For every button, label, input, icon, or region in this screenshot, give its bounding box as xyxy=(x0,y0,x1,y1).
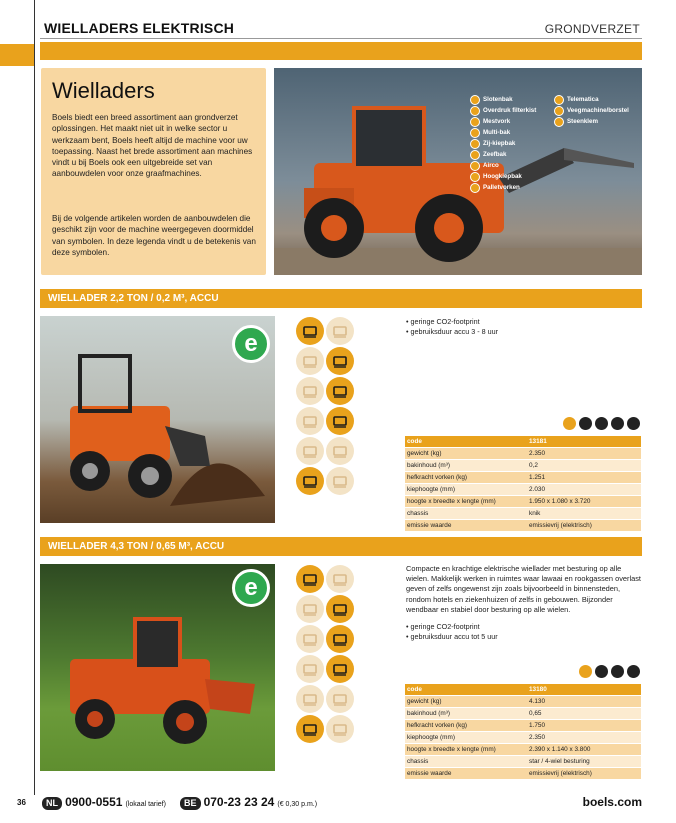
legend-item: Overdruk filterkist xyxy=(470,105,536,116)
bullet-item: • gebruiksduur accu tot 5 uur xyxy=(406,631,498,641)
legend-item: Veegmachine/borstel xyxy=(554,105,629,116)
steenklem-icon xyxy=(326,467,354,495)
table-row: chassis star / 4-wiel besturing xyxy=(405,756,641,768)
hoogkiepbak-icon xyxy=(326,407,354,435)
product-2-spec-table xyxy=(405,684,641,780)
fork-icon xyxy=(470,117,480,127)
table-row: chassis knik xyxy=(405,508,641,520)
zeefbak-icon xyxy=(326,625,354,653)
legend-item: Mestvork xyxy=(470,116,536,127)
product-1-feature-icons xyxy=(560,417,640,435)
hoogkiepbak-icon xyxy=(326,655,354,683)
mestvork-icon xyxy=(296,347,324,375)
page-title: WIELLADERS ELEKTRISCH xyxy=(44,20,235,36)
legend-col-2 xyxy=(554,94,629,127)
legend-item: Steenklem xyxy=(554,116,629,127)
bullet-item: • geringe CO2-footprint xyxy=(406,317,480,326)
table-row: gewicht (kg) 2.350 xyxy=(405,448,641,460)
intro-box xyxy=(41,68,266,275)
multi-bak-icon xyxy=(326,347,354,375)
mestvork-icon xyxy=(296,595,324,623)
product-1-heading: WIELLADER 2,2 TON / 0,2 M³, ACCU xyxy=(40,289,642,308)
pallet-fork-icon xyxy=(470,183,480,193)
hero-photo xyxy=(274,68,642,275)
telematica-icon xyxy=(326,437,354,465)
high-tip-bucket-icon xyxy=(470,172,480,182)
legend-item: Slotenbak xyxy=(470,94,536,105)
intro-paragraph-2: Bij de volgende artikelen worden de aanbouwdelen die geschikt zijn voor de machine weergegeven doormiddel van symbolen. In deze legenda vindt u de betekenis van deze symbolen. xyxy=(52,214,256,257)
legend-item: Telematica xyxy=(554,94,629,105)
footer-nl xyxy=(42,795,166,810)
nl-phone[interactable]: 0900-0551 xyxy=(65,795,123,809)
multi-bak-icon xyxy=(326,595,354,623)
table-row: gewicht (kg) 4.130 xyxy=(405,696,641,708)
airco-icon xyxy=(296,407,324,435)
rotate-icon xyxy=(627,417,640,430)
multi-bucket-icon xyxy=(470,128,480,138)
margin-rule xyxy=(34,0,35,795)
table-row: kiephoogte (mm) 2.350 xyxy=(405,732,641,744)
sweeper-icon xyxy=(595,665,608,678)
electric-badge: e xyxy=(232,325,270,363)
sweeper-icon xyxy=(579,417,592,430)
telematics-icon xyxy=(554,95,564,105)
palletvorken-icon xyxy=(296,685,324,713)
nl-note: (lokaal tarief) xyxy=(125,801,166,808)
intro-paragraph-1: Boels biedt een breed assortiment aan grondverzet oplossingen. Het maakt niet uit in welke sector u werkzaam bent, Boels heeft altijd de machine voor uw toepassing. Naast het brede assortiment aan machines vindt u bij Boels ook een uitgebreide set van aanbouwdelen voor onze graafmachines. xyxy=(52,113,253,179)
legend-item: Airco xyxy=(470,160,536,171)
telematica-icon xyxy=(326,685,354,713)
slotenbak-icon xyxy=(470,95,480,105)
airco-icon xyxy=(296,655,324,683)
legend-item: Hoogkiepbak xyxy=(470,171,536,182)
table-row: hefkracht vorken (kg) 1.251 xyxy=(405,472,641,484)
table-row: bakinhoud (m³) 0,65 xyxy=(405,708,641,720)
telematics-icon xyxy=(563,417,576,430)
bucket-icon xyxy=(611,665,624,678)
category-label: GRONDVERZET xyxy=(544,22,640,36)
product-2-description: Compacte en krachtige elektrische wiellader met besturing op alle wielen. Makkelijk werken in ruimtes waar lawaai en rookgassen overlast geven of zelfs ongewenst zijn zoals bijvoorbeeld in binnensteden, rondom hotels en ziekenhuizen of zelfs in gebouwen. Bijzonder wendbaar en stabiel door besturing op alle wielen. xyxy=(406,564,641,614)
legend-item: Zij-kiepbak xyxy=(470,138,536,149)
table-row: emissie waarde emissievrij (elektrisch) xyxy=(405,520,641,532)
palletvorken-icon xyxy=(296,437,324,465)
legend-col-1 xyxy=(470,94,536,193)
telematics-icon xyxy=(579,665,592,678)
bullet-item: • geringe CO2-footprint xyxy=(406,622,480,631)
be-phone[interactable]: 070-23 23 24 xyxy=(203,795,275,809)
sieve-bucket-icon xyxy=(470,150,480,160)
veegmachine-icon xyxy=(296,715,324,743)
table-row: hoogte x breedte x lengte (mm) 2.390 x 1.140 x 3.800 xyxy=(405,744,641,756)
helmet-icon xyxy=(611,417,624,430)
nl-label: NL xyxy=(42,797,62,810)
legend-item: Palletvorken xyxy=(470,182,536,193)
table-row: kiephoogte (mm) 2.030 xyxy=(405,484,641,496)
footer-be xyxy=(180,795,317,810)
rotate-icon xyxy=(627,665,640,678)
zeefbak-icon xyxy=(326,377,354,405)
header-band xyxy=(40,42,642,60)
website-link[interactable]: boels.com xyxy=(582,795,642,809)
table-row: bakinhoud (m³) 0,2 xyxy=(405,460,641,472)
table-header-row: code 13181 xyxy=(405,436,641,448)
page-number: 36 xyxy=(17,798,26,807)
slotenbak-icon xyxy=(296,565,324,593)
zij-kiepbak-icon xyxy=(296,377,324,405)
be-label: BE xyxy=(180,797,201,810)
overdruk-filterkist-icon xyxy=(326,317,354,345)
product-1-bullets xyxy=(406,317,642,336)
page-tab xyxy=(0,44,34,66)
sweeper-icon xyxy=(554,106,564,116)
product-1-photo xyxy=(40,316,275,523)
overdruk-filterkist-icon xyxy=(326,565,354,593)
veegmachine-icon xyxy=(296,467,324,495)
intro-title: Wielladers xyxy=(52,78,155,103)
product-2-photo xyxy=(40,564,275,771)
side-tip-bucket-icon xyxy=(470,139,480,149)
header-rule xyxy=(40,38,642,39)
slotenbak-icon xyxy=(296,317,324,345)
table-row: emissie waarde emissievrij (elektrisch) xyxy=(405,768,641,780)
table-row: hefkracht vorken (kg) 1.750 xyxy=(405,720,641,732)
product-2-heading: WIELLADER 4,3 TON / 0,65 M³, ACCU xyxy=(40,537,642,556)
be-note: (€ 0,30 p.m.) xyxy=(277,801,318,808)
electric-badge: e xyxy=(232,569,270,607)
legend-item: Zeefbak xyxy=(470,149,536,160)
product-2-feature-icons xyxy=(576,665,640,683)
bullet-item: • gebruiksduur accu 3 - 8 uur xyxy=(406,326,499,336)
product-2-bullets xyxy=(406,622,642,641)
bucket-icon xyxy=(595,417,608,430)
table-header-row: code 13180 xyxy=(405,684,641,696)
airco-icon xyxy=(470,161,480,171)
product-1-spec-table xyxy=(405,436,641,532)
legend-item: Multi-bak xyxy=(470,127,536,138)
filter-icon xyxy=(470,106,480,116)
steenklem-icon xyxy=(326,715,354,743)
zij-kiepbak-icon xyxy=(296,625,324,653)
table-row: hoogte x breedte x lengte (mm) 1.950 x 1.080 x 3.720 xyxy=(405,496,641,508)
stone-clamp-icon xyxy=(554,117,564,127)
